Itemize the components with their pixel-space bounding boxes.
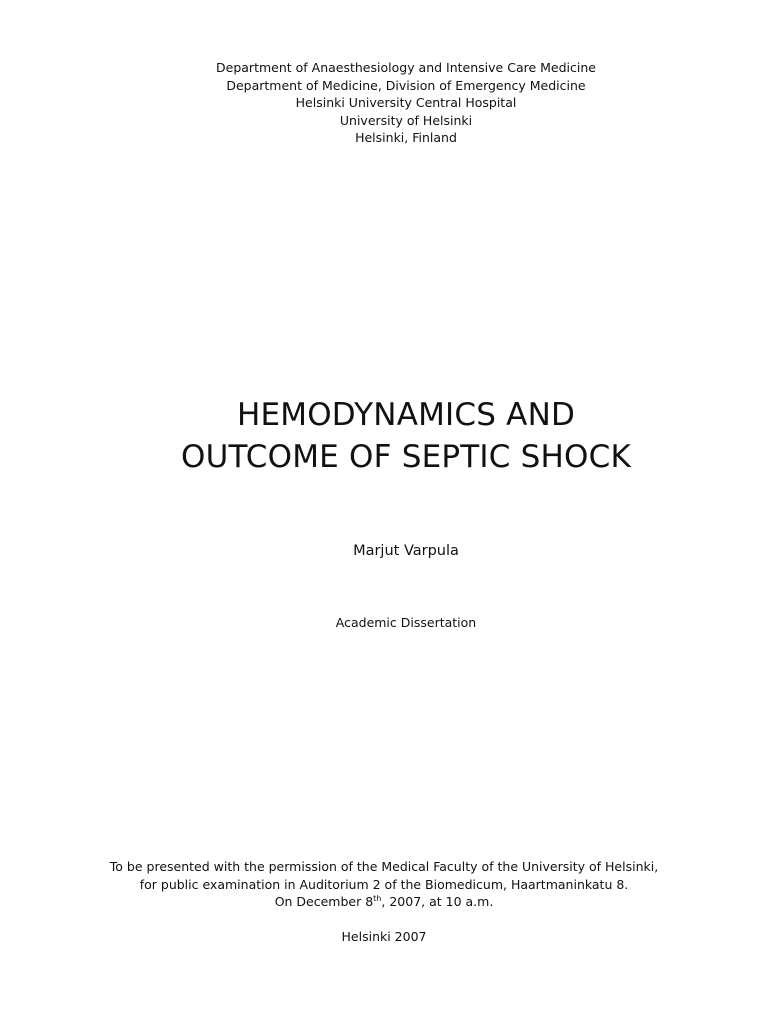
title-line-1: HEMODYNAMICS AND xyxy=(236,397,576,433)
dissertation-title xyxy=(0,394,768,478)
affiliation-line: Department of Medicine, Division of Emergency Medicine xyxy=(226,77,586,93)
presentation-line-2: for public examination in Auditorium 2 of the Biomedicum, Haartmaninkatu 8. xyxy=(139,876,629,892)
place-and-year: Helsinki 2007 xyxy=(341,929,427,944)
ordinal-suffix: th xyxy=(373,894,382,903)
affiliation-line: Department of Anaesthesiology and Intensive Care Medicine xyxy=(216,60,596,75)
presentation-line-3 xyxy=(0,893,768,911)
presentation-line-1: To be presented with the permission of the Medical Faculty of the University of Helsinki, xyxy=(109,859,659,874)
title-line-2: OUTCOME OF SEPTIC SHOCK xyxy=(180,439,632,475)
affiliation-line: Helsinki, Finland xyxy=(355,130,457,145)
document-type: Academic Dissertation xyxy=(335,615,477,630)
affiliation-line: University of Helsinki xyxy=(339,112,473,128)
affiliations-block xyxy=(0,59,768,147)
time-text: , 2007, at 10 a.m. xyxy=(381,894,494,909)
affiliation-line: Helsinki University Central Hospital xyxy=(295,95,517,110)
author-name: Marjut Varpula xyxy=(353,543,459,559)
date-text: On December 8 xyxy=(274,894,374,909)
presentation-notice xyxy=(0,858,768,911)
